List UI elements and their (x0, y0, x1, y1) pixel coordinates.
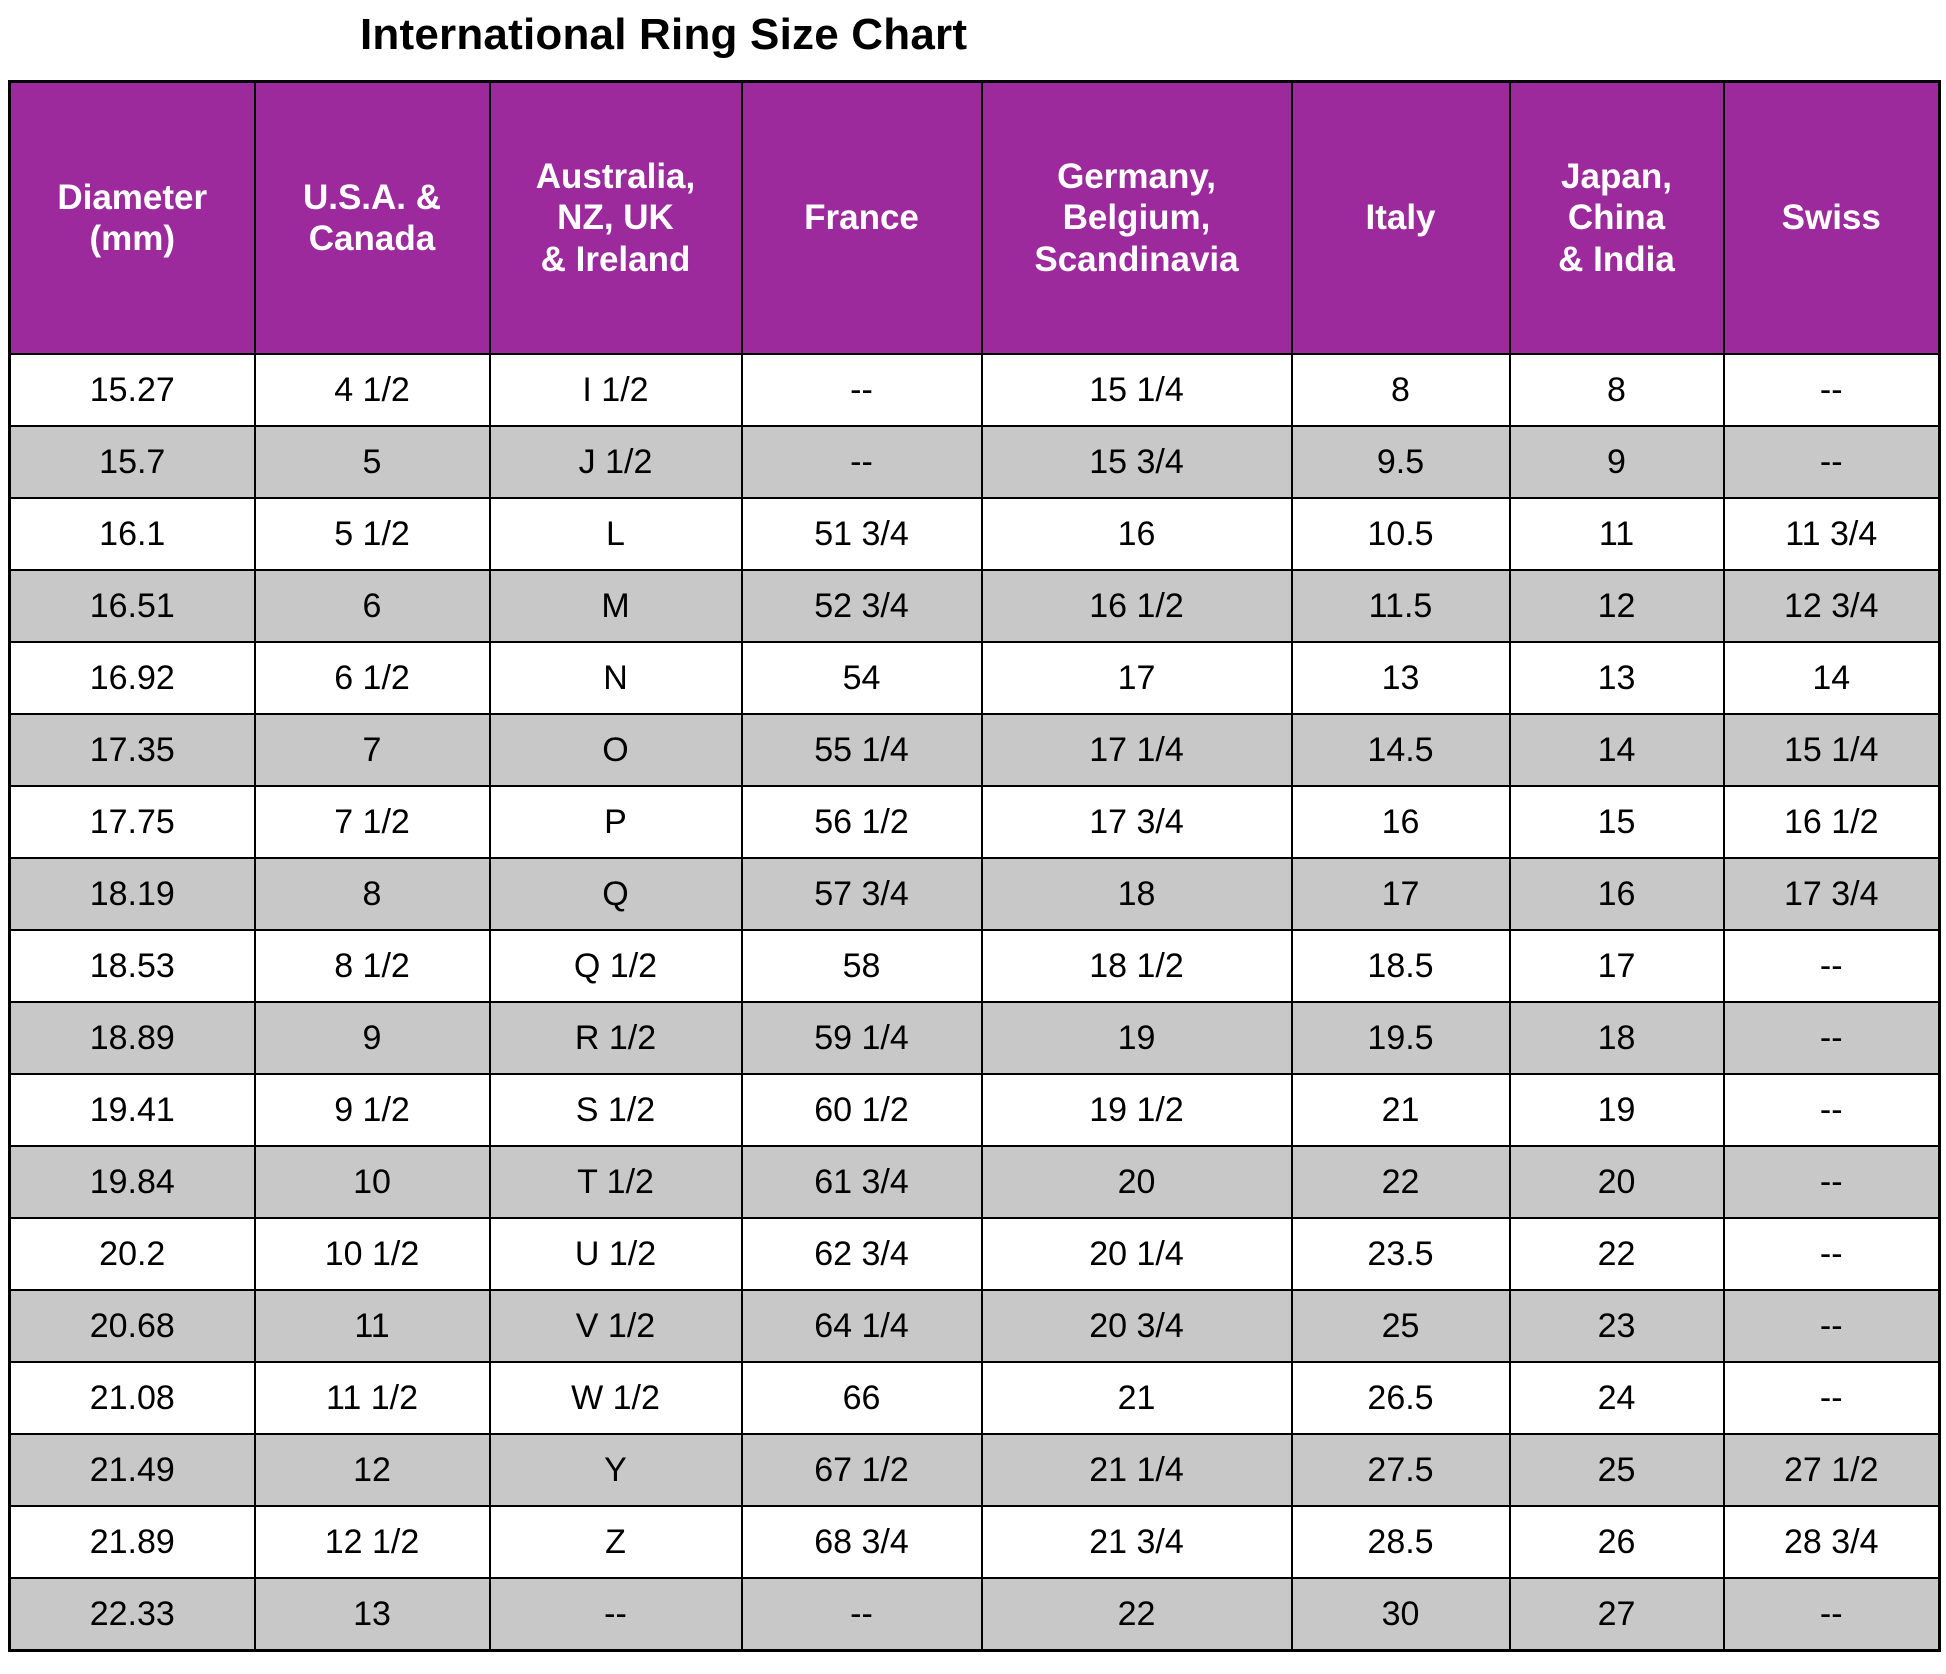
table-cell: 55 1/4 (742, 714, 982, 786)
table-cell: 21 (1292, 1074, 1510, 1146)
table-cell: N (490, 642, 742, 714)
table-container (0, 80, 1946, 1652)
table-cell: 15 3/4 (982, 426, 1292, 498)
table-cell: 10 (255, 1146, 490, 1218)
table-row (10, 1002, 1940, 1074)
table-cell: 11 1/2 (255, 1362, 490, 1434)
column-header-france (742, 82, 982, 355)
table-cell: 8 (1510, 354, 1724, 426)
table-cell: 16.1 (10, 498, 255, 570)
table-cell: 21 (982, 1362, 1292, 1434)
table-cell: 30 (1292, 1578, 1510, 1651)
table-cell: 12 (1510, 570, 1724, 642)
table-cell: O (490, 714, 742, 786)
table-cell: 22.33 (10, 1578, 255, 1651)
table-cell: 17 (1292, 858, 1510, 930)
table-row (10, 1434, 1940, 1506)
table-cell: -- (1724, 1074, 1940, 1146)
header-line: NZ, UK (557, 198, 674, 238)
header-line: & India (1558, 239, 1675, 279)
table-cell: 20.2 (10, 1218, 255, 1290)
ring-size-table (8, 80, 1941, 1652)
header-line: Swiss (1781, 198, 1881, 238)
table-cell: 12 3/4 (1724, 570, 1940, 642)
table-cell: 6 (255, 570, 490, 642)
table-cell: 17.35 (10, 714, 255, 786)
table-cell: 20.68 (10, 1290, 255, 1362)
table-cell: -- (1724, 426, 1940, 498)
table-cell: 19 (1510, 1074, 1724, 1146)
table-cell: 10.5 (1292, 498, 1510, 570)
table-cell: 52 3/4 (742, 570, 982, 642)
table-row (10, 1506, 1940, 1578)
table-cell: -- (1724, 354, 1940, 426)
table-cell: 11 3/4 (1724, 498, 1940, 570)
table-body (10, 354, 1940, 1651)
table-cell: M (490, 570, 742, 642)
table-cell: 15 1/4 (982, 354, 1292, 426)
table-cell: 5 1/2 (255, 498, 490, 570)
table-cell: 12 (255, 1434, 490, 1506)
table-cell: 8 (255, 858, 490, 930)
table-cell: 20 3/4 (982, 1290, 1292, 1362)
table-cell: V 1/2 (490, 1290, 742, 1362)
table-cell: 51 3/4 (742, 498, 982, 570)
table-cell: 58 (742, 930, 982, 1002)
header-line: Japan, (1561, 157, 1672, 197)
header-line: & Ireland (540, 239, 691, 279)
table-row (10, 786, 1940, 858)
header-line: (mm) (89, 219, 176, 258)
table-cell: 21.08 (10, 1362, 255, 1434)
table-cell: I 1/2 (490, 354, 742, 426)
table-cell: 19.5 (1292, 1002, 1510, 1074)
table-cell: 16.92 (10, 642, 255, 714)
table-cell: 56 1/2 (742, 786, 982, 858)
table-cell: -- (1724, 1002, 1940, 1074)
table-cell: 4 1/2 (255, 354, 490, 426)
table-cell: 17 (1510, 930, 1724, 1002)
table-cell: 19 (982, 1002, 1292, 1074)
table-cell: 67 1/2 (742, 1434, 982, 1506)
table-cell: 28 3/4 (1724, 1506, 1940, 1578)
table-row (10, 714, 1940, 786)
header-line: China (1567, 198, 1666, 238)
table-cell: -- (742, 1578, 982, 1651)
table-cell: -- (742, 426, 982, 498)
table-cell: 20 (1510, 1146, 1724, 1218)
table-cell: 22 (1510, 1218, 1724, 1290)
table-cell: 6 1/2 (255, 642, 490, 714)
table-cell: 11.5 (1292, 570, 1510, 642)
table-cell: 7 1/2 (255, 786, 490, 858)
header-line: Diameter (57, 177, 208, 217)
table-cell: Z (490, 1506, 742, 1578)
table-cell: 15 (1510, 786, 1724, 858)
table-cell: 18.53 (10, 930, 255, 1002)
header-line: Italy (1365, 198, 1436, 238)
table-cell: 7 (255, 714, 490, 786)
header-line: U.S.A. & (302, 177, 442, 217)
column-header-swiss (1724, 82, 1940, 355)
table-cell: -- (1724, 1146, 1940, 1218)
table-cell: 9 (1510, 426, 1724, 498)
table-cell: Q 1/2 (490, 930, 742, 1002)
table-cell: 19.41 (10, 1074, 255, 1146)
header-row (10, 82, 1940, 355)
table-cell: -- (490, 1578, 742, 1651)
header-line: Australia, (535, 157, 696, 197)
table-cell: 16 1/2 (1724, 786, 1940, 858)
table-cell: 14.5 (1292, 714, 1510, 786)
table-cell: 18.89 (10, 1002, 255, 1074)
table-cell: 19.84 (10, 1146, 255, 1218)
table-cell: 23.5 (1292, 1218, 1510, 1290)
table-cell: 9 (255, 1002, 490, 1074)
table-cell: 12 1/2 (255, 1506, 490, 1578)
table-cell: 18 (982, 858, 1292, 930)
table-cell: 62 3/4 (742, 1218, 982, 1290)
column-header-italy (1292, 82, 1510, 355)
table-cell: Q (490, 858, 742, 930)
table-cell: 11 (255, 1290, 490, 1362)
table-cell: 22 (982, 1578, 1292, 1651)
header-line: Germany, (1057, 157, 1216, 197)
table-cell: 17.75 (10, 786, 255, 858)
header-line: Canada (308, 219, 436, 258)
table-cell: 18.19 (10, 858, 255, 930)
table-row (10, 426, 1940, 498)
table-cell: 13 (255, 1578, 490, 1651)
table-cell: 15.27 (10, 354, 255, 426)
header-line: France (804, 198, 919, 238)
table-row (10, 1362, 1940, 1434)
table-cell: 8 (1292, 354, 1510, 426)
table-row (10, 642, 1940, 714)
table-row (10, 1146, 1940, 1218)
table-header (10, 82, 1940, 355)
table-cell: 18 (1510, 1002, 1724, 1074)
table-cell: U 1/2 (490, 1218, 742, 1290)
table-row (10, 858, 1940, 930)
table-cell: 13 (1292, 642, 1510, 714)
table-row (10, 1578, 1940, 1651)
table-cell: 27 1/2 (1724, 1434, 1940, 1506)
column-header-germany-belgium-scandinavia (982, 82, 1292, 355)
table-cell: 16 (1292, 786, 1510, 858)
table-cell: 26 (1510, 1506, 1724, 1578)
table-cell: 64 1/4 (742, 1290, 982, 1362)
column-header-diameter (10, 82, 255, 355)
table-row (10, 498, 1940, 570)
table-cell: 54 (742, 642, 982, 714)
table-cell: 57 3/4 (742, 858, 982, 930)
table-cell: 60 1/2 (742, 1074, 982, 1146)
table-cell: -- (1724, 1578, 1940, 1651)
table-cell: 61 3/4 (742, 1146, 982, 1218)
table-cell: 21 1/4 (982, 1434, 1292, 1506)
table-cell: 59 1/4 (742, 1002, 982, 1074)
table-cell: 17 3/4 (1724, 858, 1940, 930)
table-cell: 5 (255, 426, 490, 498)
table-cell: 26.5 (1292, 1362, 1510, 1434)
table-cell: J 1/2 (490, 426, 742, 498)
table-cell: 13 (1510, 642, 1724, 714)
table-cell: 19 1/2 (982, 1074, 1292, 1146)
column-header-japan-china-india (1510, 82, 1724, 355)
header-line: Scandinavia (1034, 239, 1239, 279)
table-cell: P (490, 786, 742, 858)
table-cell: 24 (1510, 1362, 1724, 1434)
page-title: International Ring Size Chart (360, 10, 968, 59)
table-cell: L (490, 498, 742, 570)
table-cell: S 1/2 (490, 1074, 742, 1146)
table-row (10, 1074, 1940, 1146)
table-cell: 16 (982, 498, 1292, 570)
table-cell: -- (1724, 1362, 1940, 1434)
table-cell: 27.5 (1292, 1434, 1510, 1506)
table-cell: 14 (1510, 714, 1724, 786)
table-row (10, 1290, 1940, 1362)
table-cell: 21.49 (10, 1434, 255, 1506)
table-cell: R 1/2 (490, 1002, 742, 1074)
table-cell: 18.5 (1292, 930, 1510, 1002)
table-cell: 21.89 (10, 1506, 255, 1578)
table-cell: 11 (1510, 498, 1724, 570)
table-cell: W 1/2 (490, 1362, 742, 1434)
table-cell: 20 (982, 1146, 1292, 1218)
table-cell: 17 1/4 (982, 714, 1292, 786)
table-cell: 20 1/4 (982, 1218, 1292, 1290)
table-cell: T 1/2 (490, 1146, 742, 1218)
table-cell: 21 3/4 (982, 1506, 1292, 1578)
table-cell: 10 1/2 (255, 1218, 490, 1290)
table-cell: -- (742, 354, 982, 426)
table-cell: 16 1/2 (982, 570, 1292, 642)
table-cell: 28.5 (1292, 1506, 1510, 1578)
table-cell: 23 (1510, 1290, 1724, 1362)
table-cell: 16.51 (10, 570, 255, 642)
table-row (10, 570, 1940, 642)
table-cell: 9 1/2 (255, 1074, 490, 1146)
table-row (10, 354, 1940, 426)
column-header-usa-canada (255, 82, 490, 355)
table-cell: 17 (982, 642, 1292, 714)
table-cell: 68 3/4 (742, 1506, 982, 1578)
table-cell: 25 (1510, 1434, 1724, 1506)
table-cell: 9.5 (1292, 426, 1510, 498)
table-cell: 27 (1510, 1578, 1724, 1651)
table-cell: 16 (1510, 858, 1724, 930)
table-row (10, 930, 1940, 1002)
table-cell: 25 (1292, 1290, 1510, 1362)
table-cell: -- (1724, 930, 1940, 1002)
table-row (10, 1218, 1940, 1290)
table-cell: 15 1/4 (1724, 714, 1940, 786)
table-cell: 66 (742, 1362, 982, 1434)
table-cell: 17 3/4 (982, 786, 1292, 858)
table-cell: -- (1724, 1218, 1940, 1290)
table-cell: -- (1724, 1290, 1940, 1362)
table-cell: 8 1/2 (255, 930, 490, 1002)
header-line: Belgium, (1062, 198, 1211, 238)
table-cell: Y (490, 1434, 742, 1506)
column-header-australia-nz-uk-ireland (490, 82, 742, 355)
table-cell: 18 1/2 (982, 930, 1292, 1002)
table-cell: 15.7 (10, 426, 255, 498)
table-cell: 22 (1292, 1146, 1510, 1218)
table-cell: 14 (1724, 642, 1940, 714)
